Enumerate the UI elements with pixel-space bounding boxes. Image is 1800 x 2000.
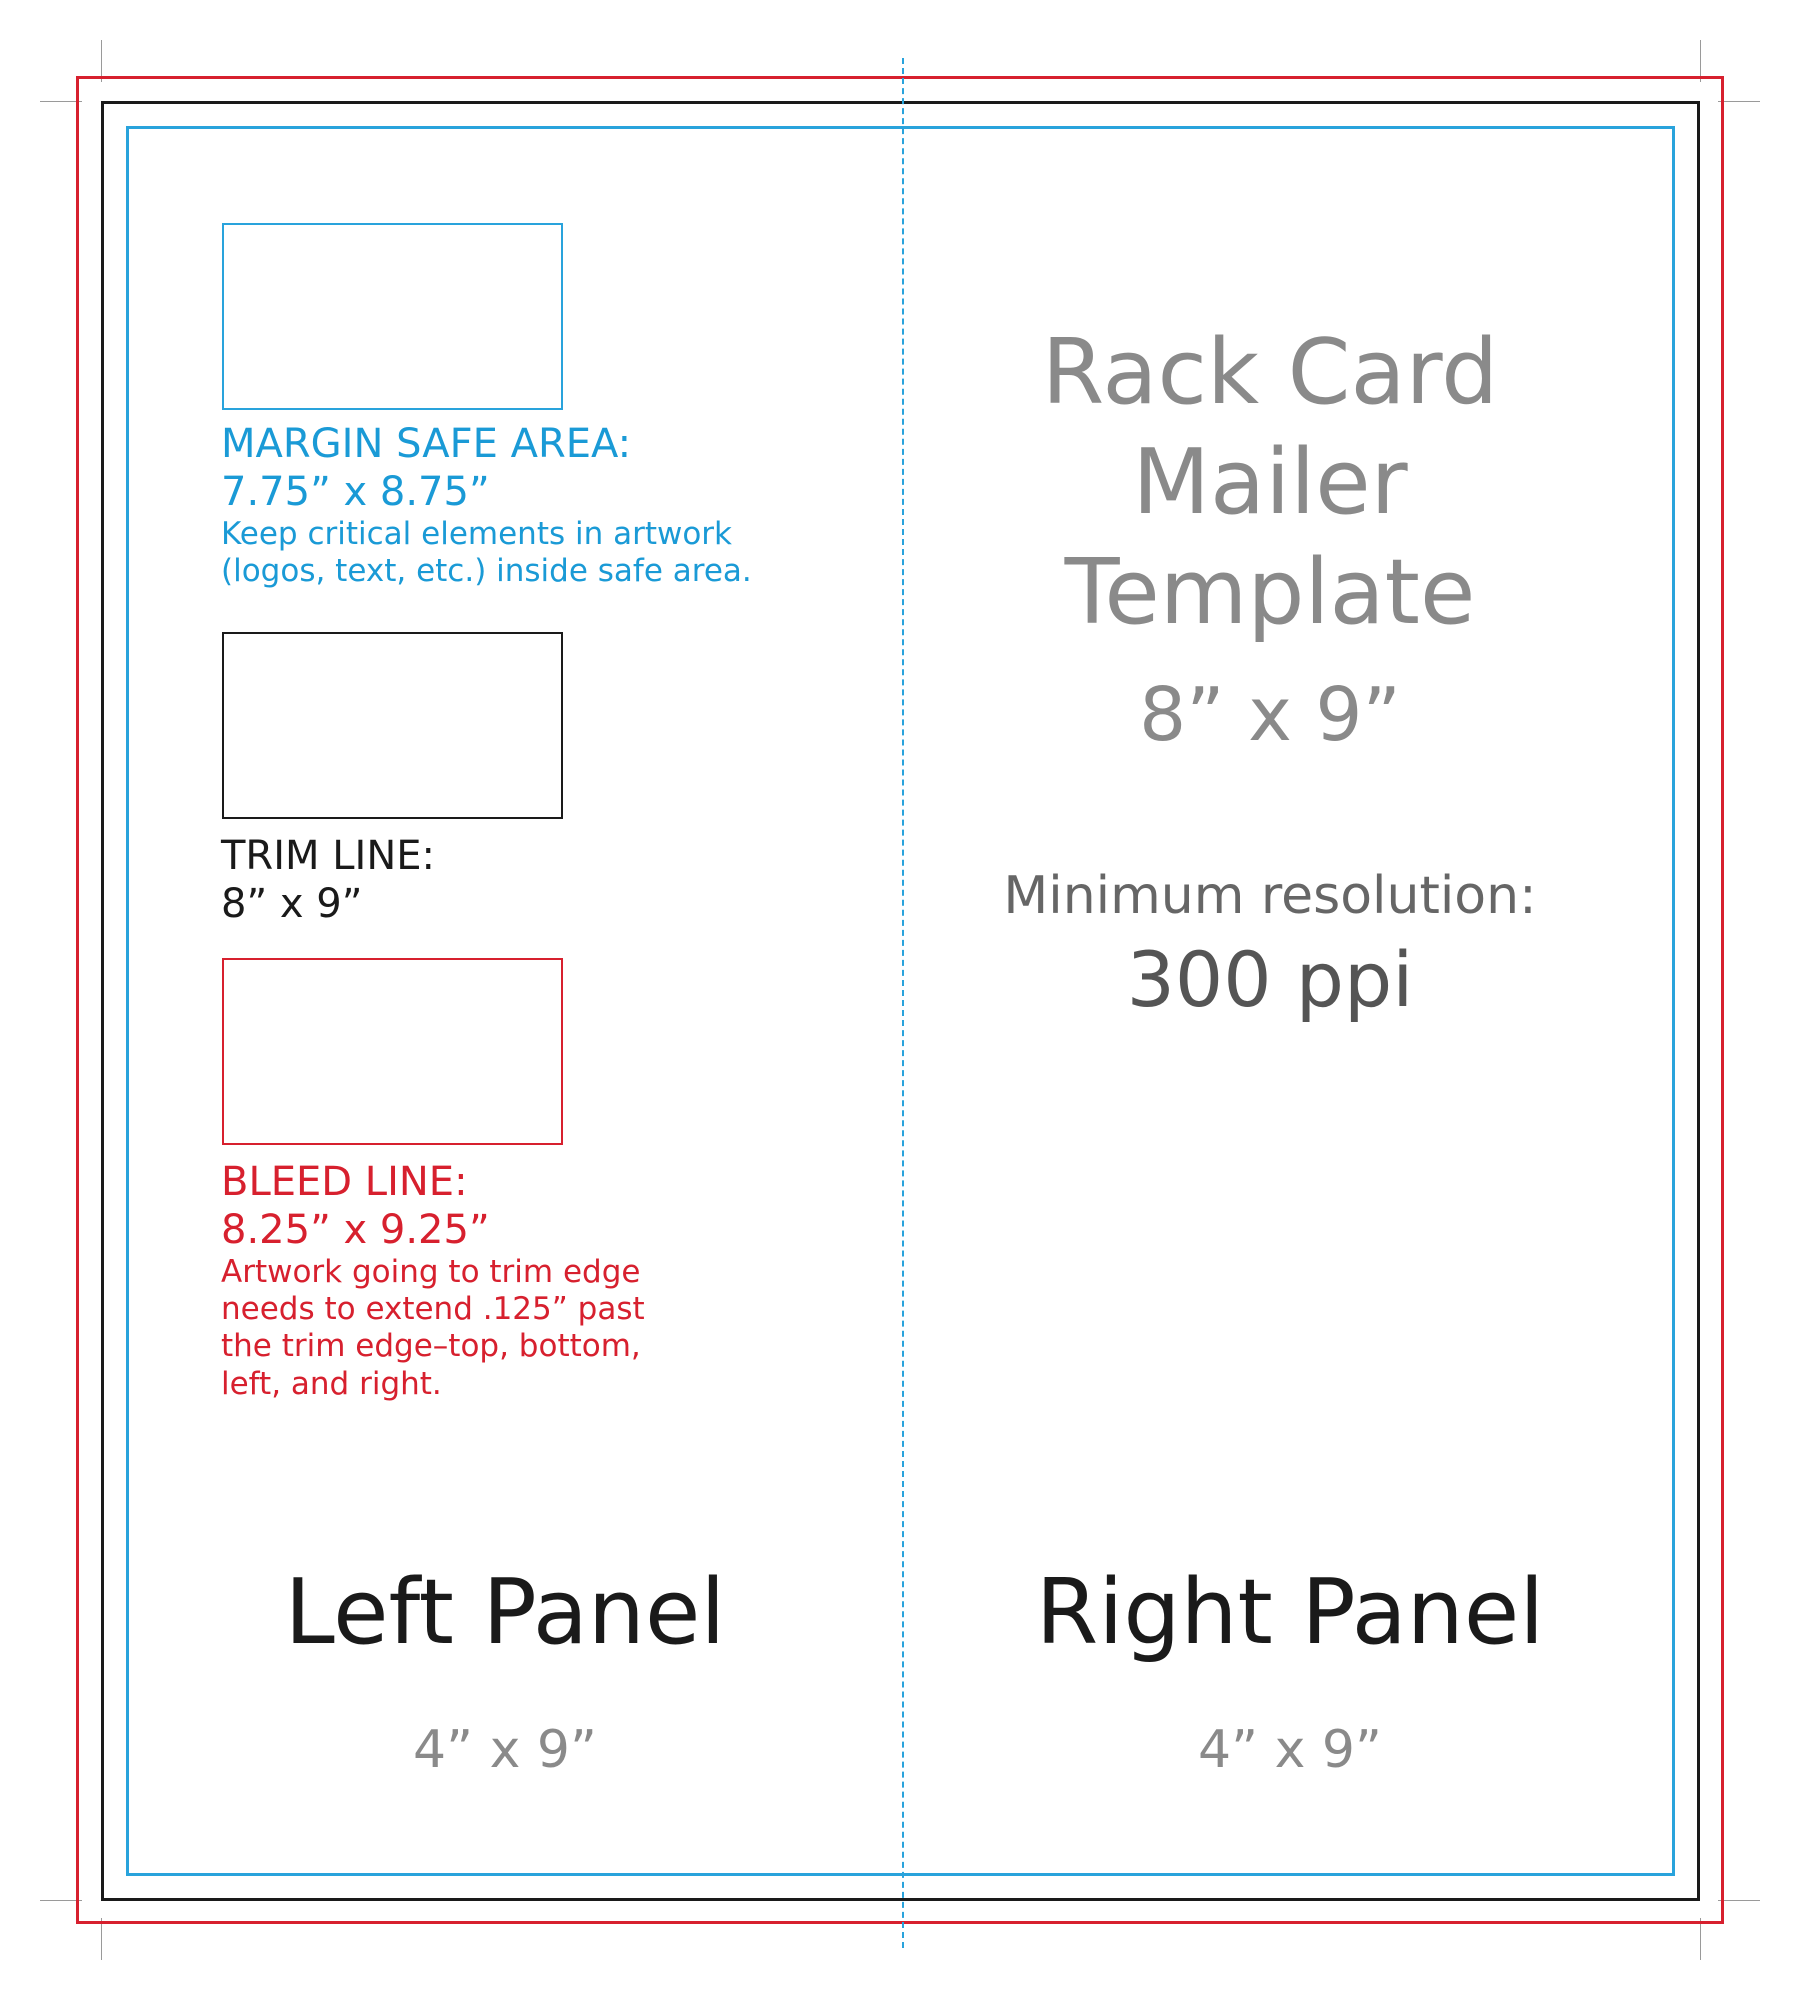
template-size: 8” x 9” bbox=[1139, 672, 1401, 758]
template-title-line: Template bbox=[1064, 540, 1476, 645]
template-title-line: Mailer bbox=[1132, 430, 1408, 535]
right-panel-size: 4” x 9” bbox=[1198, 1720, 1382, 1780]
bleed-line-heading: BLEED LINE: bbox=[221, 1159, 468, 1205]
resolution-value: 300 ppi bbox=[1126, 935, 1414, 1024]
bleed-line-note-line: Artwork going to trim edge bbox=[221, 1254, 641, 1290]
bleed-line-size: 8.25” x 9.25” bbox=[221, 1207, 490, 1253]
safe-area-heading: MARGIN SAFE AREA: bbox=[221, 421, 632, 467]
right-panel-label: Right Panel bbox=[1035, 1560, 1545, 1665]
crop-mark bbox=[101, 1918, 102, 1960]
bleed-line-legend bbox=[221, 1158, 645, 1403]
template-title-line: Rack Card bbox=[1041, 320, 1499, 425]
safe-area-swatch bbox=[222, 223, 563, 410]
bleed-line-note-line: the trim edge–top, bottom, bbox=[221, 1328, 641, 1365]
trim-line-legend bbox=[221, 832, 435, 928]
bleed-line-note-line: needs to extend .125” past bbox=[221, 1291, 645, 1328]
template-title bbox=[1040, 318, 1500, 648]
crop-mark bbox=[1700, 1918, 1701, 1960]
left-panel-size: 4” x 9” bbox=[413, 1720, 597, 1780]
safe-area-size: 7.75” x 8.75” bbox=[221, 469, 490, 515]
safe-area-legend bbox=[221, 420, 752, 590]
bleed-line-swatch bbox=[222, 958, 563, 1145]
fold-line bbox=[902, 58, 904, 1948]
bleed-line-note-line: left, and right. bbox=[221, 1365, 442, 1402]
left-panel-label: Left Panel bbox=[284, 1560, 726, 1665]
resolution-label: Minimum resolution: bbox=[1003, 866, 1537, 926]
trim-line-swatch bbox=[222, 632, 563, 819]
crop-mark bbox=[1718, 101, 1760, 102]
safe-area-note-line: (logos, text, etc.) inside safe area. bbox=[221, 553, 752, 590]
crop-mark bbox=[1718, 1900, 1760, 1901]
safe-area-note-line: Keep critical elements in artwork bbox=[221, 516, 733, 552]
trim-line-heading: TRIM LINE: bbox=[221, 833, 436, 879]
trim-line-size: 8” x 9” bbox=[221, 881, 363, 927]
